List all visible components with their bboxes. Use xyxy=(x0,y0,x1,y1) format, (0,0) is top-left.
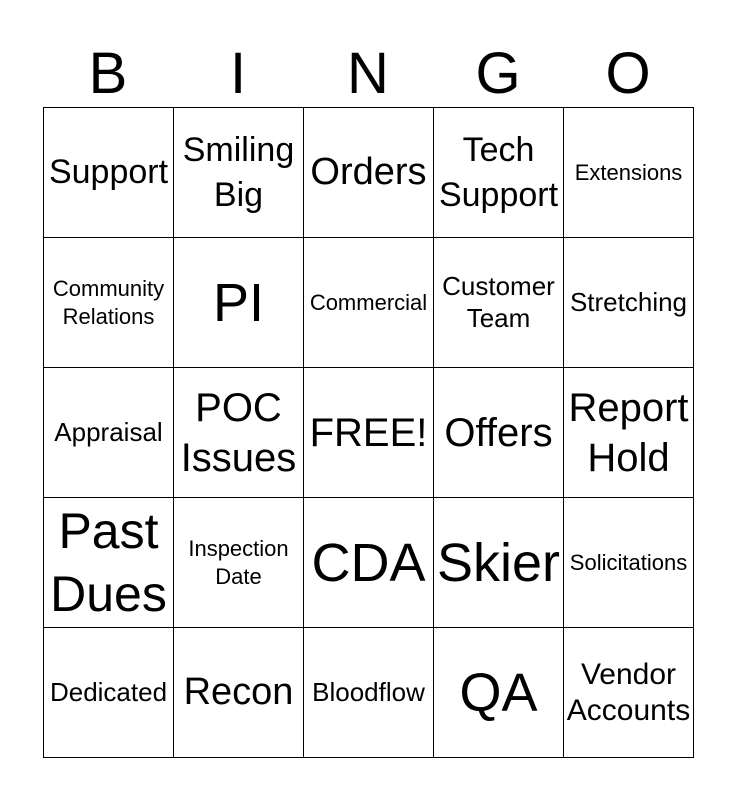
cell-label: Dedicated xyxy=(49,676,168,707)
bingo-cell[interactable] xyxy=(174,628,304,758)
cell-label: Support xyxy=(48,153,169,192)
cell-label: Appraisal xyxy=(54,416,163,447)
cell-label: Community Relations xyxy=(52,276,165,329)
cell-label: PI xyxy=(212,272,265,333)
header-letter-o: O xyxy=(605,41,651,106)
cell-label: Report Hold xyxy=(568,385,689,480)
bingo-cell[interactable] xyxy=(564,628,694,758)
bingo-cell[interactable] xyxy=(434,498,564,628)
bingo-header xyxy=(43,40,693,108)
bingo-cell[interactable] xyxy=(564,368,694,498)
bingo-cell[interactable] xyxy=(304,628,434,758)
cell-label: CDA xyxy=(311,532,426,593)
bingo-cell[interactable] xyxy=(304,108,434,238)
cell-label: Orders xyxy=(310,150,427,193)
bingo-cell[interactable] xyxy=(44,368,174,498)
bingo-cell[interactable] xyxy=(44,628,174,758)
cell-label: Extensions xyxy=(574,159,683,185)
cell-label: Bloodflow xyxy=(312,676,425,707)
bingo-cell[interactable] xyxy=(304,368,434,498)
cell-label: Solicitations xyxy=(569,549,688,575)
cell-label: Customer Team xyxy=(442,271,555,333)
cell-label: Stretching xyxy=(569,286,688,317)
bingo-cell[interactable] xyxy=(304,498,434,628)
cell-label: Past Dues xyxy=(50,503,167,622)
cell-label: Recon xyxy=(183,670,294,713)
cell-label: Smiling Big xyxy=(182,131,295,214)
header-letter-n: N xyxy=(347,41,389,106)
bingo-cell[interactable] xyxy=(174,368,304,498)
cell-label: Offers xyxy=(444,410,553,455)
cell-label: Inspection Date xyxy=(188,536,289,589)
cell-label: POC Issues xyxy=(180,385,297,480)
cell-label: Tech Support xyxy=(438,131,559,214)
bingo-cell[interactable] xyxy=(44,238,174,368)
bingo-cell[interactable] xyxy=(44,498,174,628)
bingo-cell[interactable] xyxy=(564,498,694,628)
bingo-cell[interactable] xyxy=(44,108,174,238)
bingo-cell[interactable] xyxy=(174,498,304,628)
bingo-cell[interactable] xyxy=(434,368,564,498)
header-letter-g: G xyxy=(475,41,521,106)
cell-label: FREE! xyxy=(309,410,428,455)
bingo-cell[interactable] xyxy=(304,238,434,368)
bingo-card xyxy=(43,107,694,758)
bingo-cell[interactable] xyxy=(564,238,694,368)
bingo-cell[interactable] xyxy=(174,238,304,368)
cell-label: Vendor Accounts xyxy=(566,657,691,727)
bingo-cell[interactable] xyxy=(174,108,304,238)
bingo-cell[interactable] xyxy=(434,108,564,238)
cell-label: Commercial xyxy=(309,289,428,315)
header-letter-i: I xyxy=(229,41,247,106)
bingo-cell[interactable] xyxy=(434,628,564,758)
cell-label: Skier xyxy=(436,532,561,593)
cell-label: QA xyxy=(459,662,538,723)
bingo-cell[interactable] xyxy=(564,108,694,238)
header-letter-b: B xyxy=(88,41,128,106)
bingo-cell[interactable] xyxy=(434,238,564,368)
